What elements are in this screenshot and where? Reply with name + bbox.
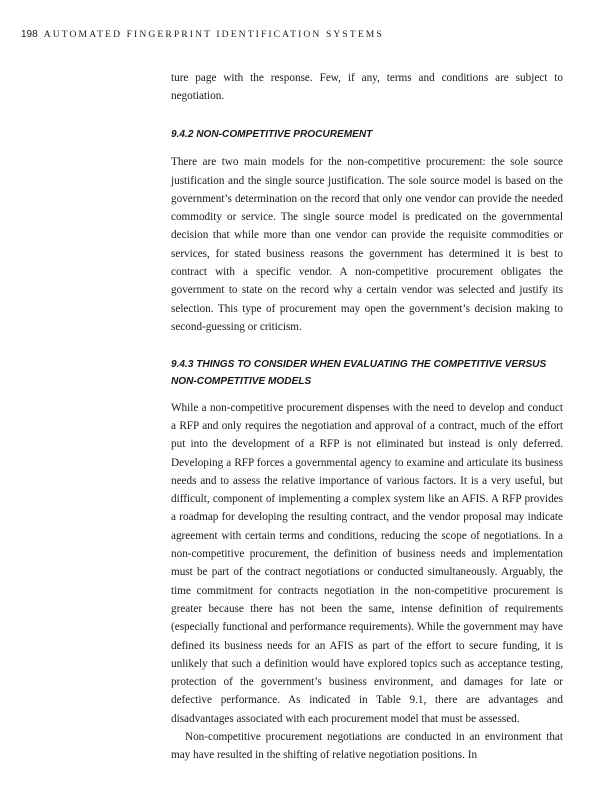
running-title: AUTOMATED FINGERPRINT IDENTIFICATION SYSTEMS: [43, 29, 384, 40]
page-number: 198: [21, 29, 38, 40]
section-heading-9-4-2: 9.4.2 NON-COMPETITIVE PROCUREMENT: [171, 128, 373, 140]
opening-paragraph: ture page with the response. Few, if any, terms and conditions are subject to negotiation.: [171, 72, 563, 103]
running-head: [21, 29, 384, 40]
section-9-4-3-paragraph-2: Non-competitive procurement negotiations are conducted in an environment that may have resulted in the shifting of relative negotiation positions. In: [171, 731, 563, 762]
section-heading-9-4-3: 9.4.3 THINGS TO CONSIDER WHEN EVALUATING THE COMPETITIVE VERSUS NON-COMPETITIVE MODELS: [171, 359, 547, 387]
body-text: [171, 69, 563, 765]
section-9-4-2-paragraph: There are two main models for the non-competitive procurement: the sole source justification and the single source justification. The sole source model is based on the government’s determination on the record that only one vendor can provide the needed commodity or service. The single source model is predicated on the governmental decision that while more than one vendor can provide the requisite commodities or services, for stated business reasons the government has determined it is best to contract with a specific vendor. A non-competitive procurement obligates the government to state on the record why a certain vendor was selected and justify its selection. This type of procurement may open the government’s decision making to second-guessing or criticism.: [171, 156, 563, 333]
section-9-4-3-paragraph-1: While a non-competitive procurement dispenses with the need to develop and conduct a RFP and only requires the negotiation and approval of a contract, much of the effort put into the development of a RFP is not eliminated but instead is only deferred. Developing a RFP forces a governmental agency to examine and articulate its business needs and to assess the relative importance of various factors. It is a very useful, but difficult, component of implementing a complex system like an AFIS. A RFP provides a roadmap for developing the resulting contract, and the vendor proposal may indicate agreement with certain terms and conditions, reducing the scope of negotiations. In a non-competitive procurement, the definition of business needs and implementation must be part of the contract negotiations or conducted simultaneously. Arguably, the time commitment for contracts negotiation in the non-competitive procurement is greater because there has not been the same, intense definition of requirements (especially functional and performance requirements). While the government may have defined its business needs for an AFIS as part of the effort to secure funding, it is unlikely that such a definition would have explored topics such as acceptance testing, protection of the government’s business environment, and damages for late or defective performance. As indicated in Table 9.1, there are advantages and disadvantages associated with each procurement model that must be assessed.: [171, 401, 563, 725]
